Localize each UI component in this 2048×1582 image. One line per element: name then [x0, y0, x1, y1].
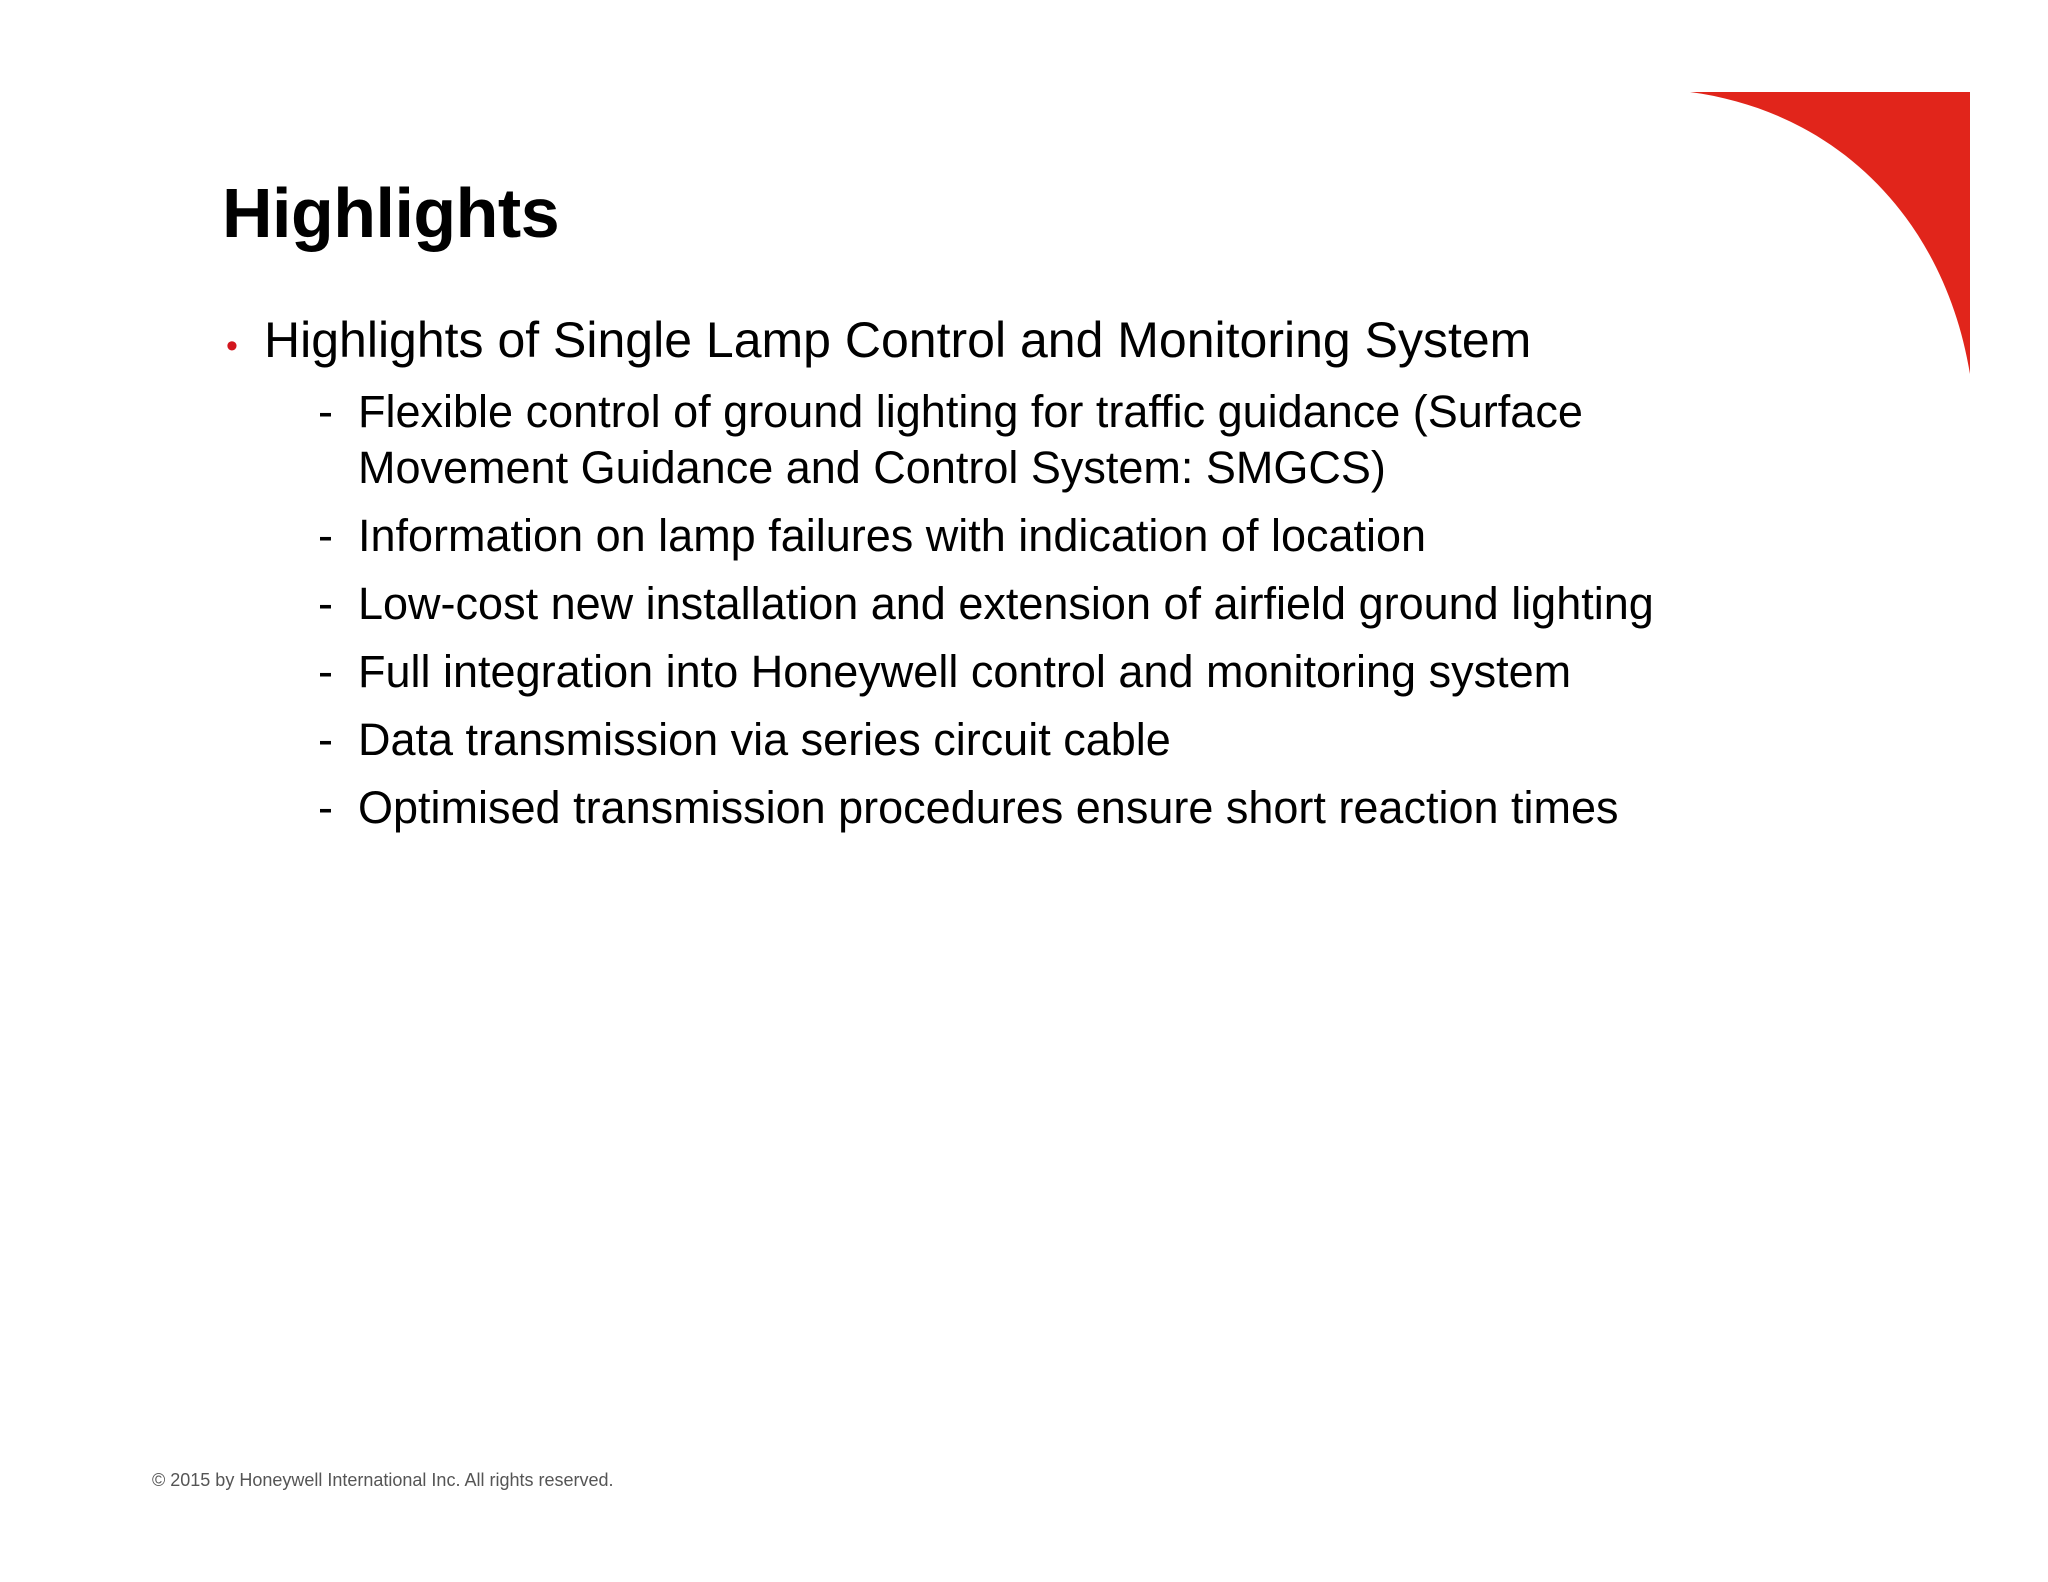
sub-bullet-text: Flexible control of ground lighting for traffic guidance (Surface Movement Guidance and Control System: SMGCS) — [358, 386, 1583, 493]
copyright-footer: © 2015 by Honeywell International Inc. All rights reserved. — [152, 1470, 614, 1490]
corner-swoosh-shape — [1690, 92, 1970, 374]
sub-bullet-item — [318, 644, 1738, 700]
sub-bullet-text: Information on lamp failures with indication of location — [358, 510, 1427, 561]
sub-bullet-text: Full integration into Honeywell control and monitoring system — [358, 646, 1572, 697]
sub-bullet-list — [318, 384, 1738, 848]
sub-bullet-text: Data transmission via series circuit cable — [358, 714, 1171, 765]
sub-bullet-item — [318, 384, 1738, 496]
dash-marker: - — [318, 510, 333, 561]
main-bullet — [226, 310, 1531, 370]
sub-bullet-item — [318, 712, 1738, 768]
sub-bullet-item — [318, 576, 1738, 632]
bullet-dot-icon: • — [226, 327, 238, 365]
dash-marker: - — [318, 714, 333, 765]
dash-marker: - — [318, 646, 333, 697]
corner-swoosh-graphic — [1690, 92, 1970, 374]
dash-marker: - — [318, 386, 333, 437]
sub-bullet-item — [318, 780, 1738, 836]
sub-bullet-item — [318, 508, 1738, 564]
sub-bullet-text: Optimised transmission procedures ensure short reaction times — [358, 782, 1619, 833]
slide-title: Highlights — [222, 174, 560, 252]
main-bullet-text: Highlights of Single Lamp Control and Monitoring System — [264, 312, 1532, 368]
dash-marker: - — [318, 782, 333, 833]
dash-marker: - — [318, 578, 333, 629]
sub-bullet-text: Low-cost new installation and extension of airfield ground lighting — [358, 578, 1654, 629]
